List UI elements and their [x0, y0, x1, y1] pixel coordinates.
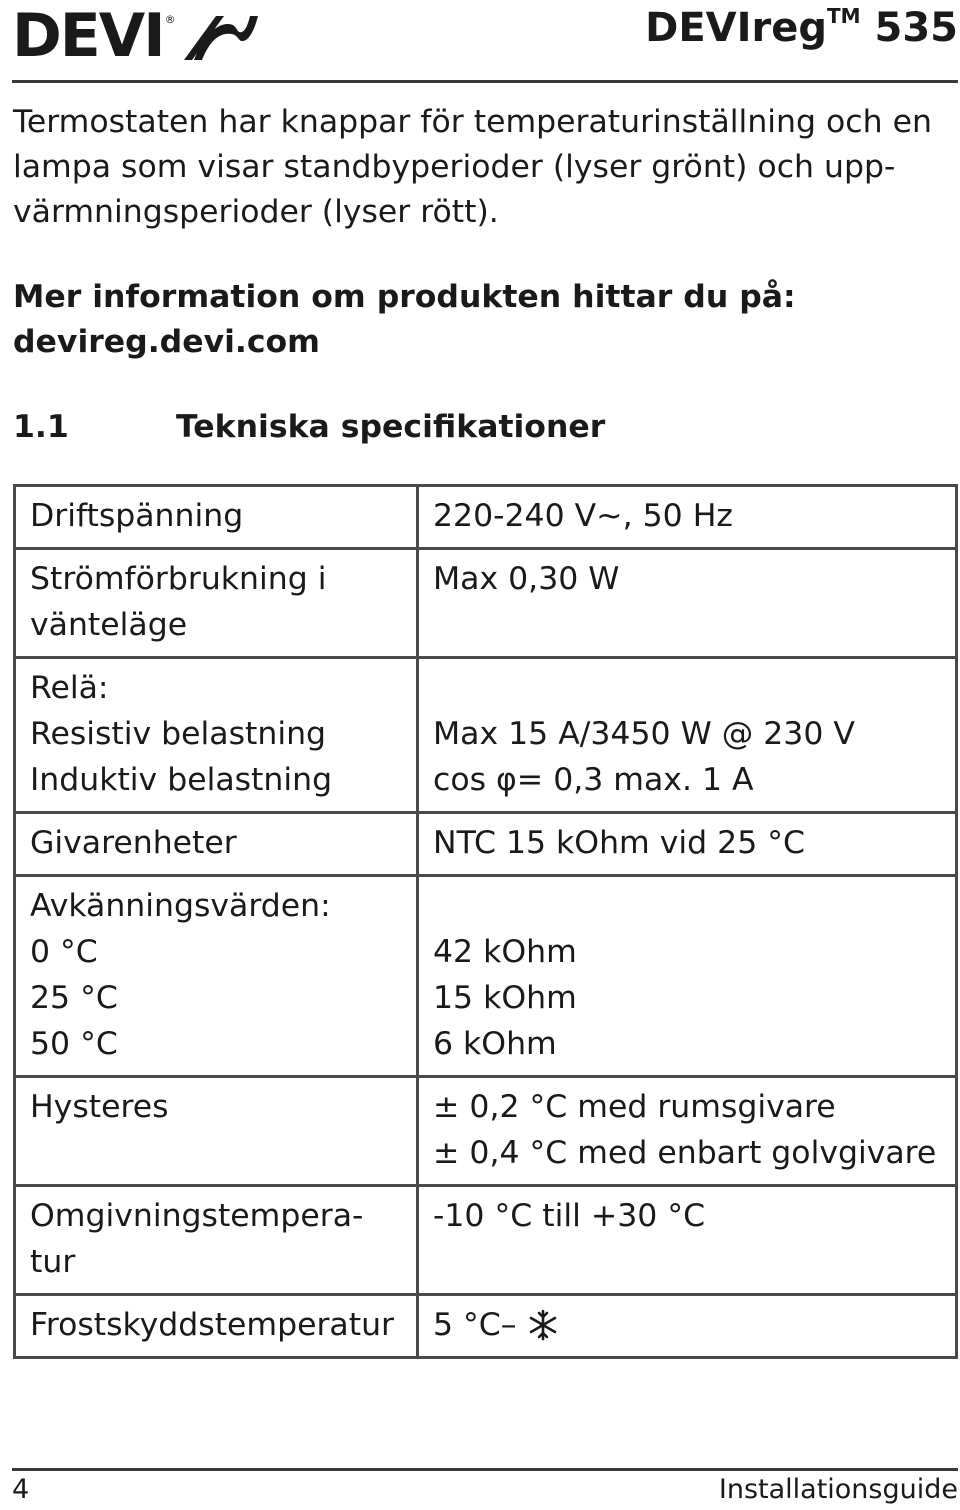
section-heading	[13, 403, 948, 451]
logo-text: DEVI	[12, 1, 164, 71]
section-title: Tekniska specifikationer	[176, 409, 606, 445]
table-row	[15, 876, 957, 1077]
devi-logo	[12, 1, 260, 71]
product-title	[645, 4, 958, 52]
spec-value: NTC 15 kOhm vid 25 °C	[418, 813, 957, 876]
table-row	[15, 813, 957, 876]
product-number: 535	[874, 5, 958, 51]
page-number: 4	[12, 1474, 30, 1505]
spec-value: -10 °C till +30 °C	[418, 1186, 957, 1295]
table-row	[15, 1295, 957, 1358]
more-info	[13, 275, 948, 365]
spec-label: Hysteres	[15, 1077, 418, 1186]
spec-value: 42 kOhm 15 kOhm 6 kOhm	[418, 876, 957, 1077]
section-number: 1.1	[13, 409, 69, 445]
spec-label: Frostskyddstemperatur	[15, 1295, 418, 1358]
spec-label: Relä: Resistiv belastning Induktiv belastning	[15, 658, 418, 813]
devi-wave-logo-icon	[180, 10, 260, 64]
more-info-text: Mer information om produkten hittar du på:	[13, 279, 796, 315]
table-row	[15, 658, 957, 813]
footer-label: Installationsguide	[718, 1474, 958, 1505]
spec-label: Omgivningstempera- tur	[15, 1186, 418, 1295]
spec-value: 5 °C–	[433, 1307, 527, 1343]
registered-mark: ®	[164, 13, 176, 26]
table-row	[15, 1077, 957, 1186]
spec-value: ± 0,2 °C med rumsgivare ± 0,4 °C med enbart golvgivare	[418, 1077, 957, 1186]
spec-label: Givarenheter	[15, 813, 418, 876]
spec-label: Driftspänning	[15, 486, 418, 549]
table-row	[15, 549, 957, 658]
product-name: DEVIreg	[645, 5, 828, 51]
trademark-mark: TM	[827, 4, 861, 28]
spec-value: Max 0,30 W	[418, 549, 957, 658]
table-row	[15, 486, 957, 549]
spec-label: Strömförbrukning i vänteläge	[15, 549, 418, 658]
intro-paragraph: Termostaten har knappar för temperaturinställning och en lampa som visar standbyperioder (lyser grönt) och upp-värmningsperioder (lyser rött).	[13, 104, 932, 230]
page-header	[12, 0, 958, 83]
spec-value-cell	[418, 1295, 957, 1358]
table-row	[15, 1186, 957, 1295]
more-info-link[interactable]: devireg.devi.com	[13, 324, 321, 360]
spec-value: Max 15 A/3450 W @ 230 V cos φ= 0,3 max. 1 A	[418, 658, 957, 813]
snowflake-icon	[527, 1309, 559, 1341]
spec-value: 220-240 V~, 50 Hz	[418, 486, 957, 549]
page-footer	[12, 1468, 958, 1510]
specifications-table	[13, 484, 958, 1359]
spec-label: Avkänningsvärden: 0 °C 25 °C 50 °C	[15, 876, 418, 1077]
